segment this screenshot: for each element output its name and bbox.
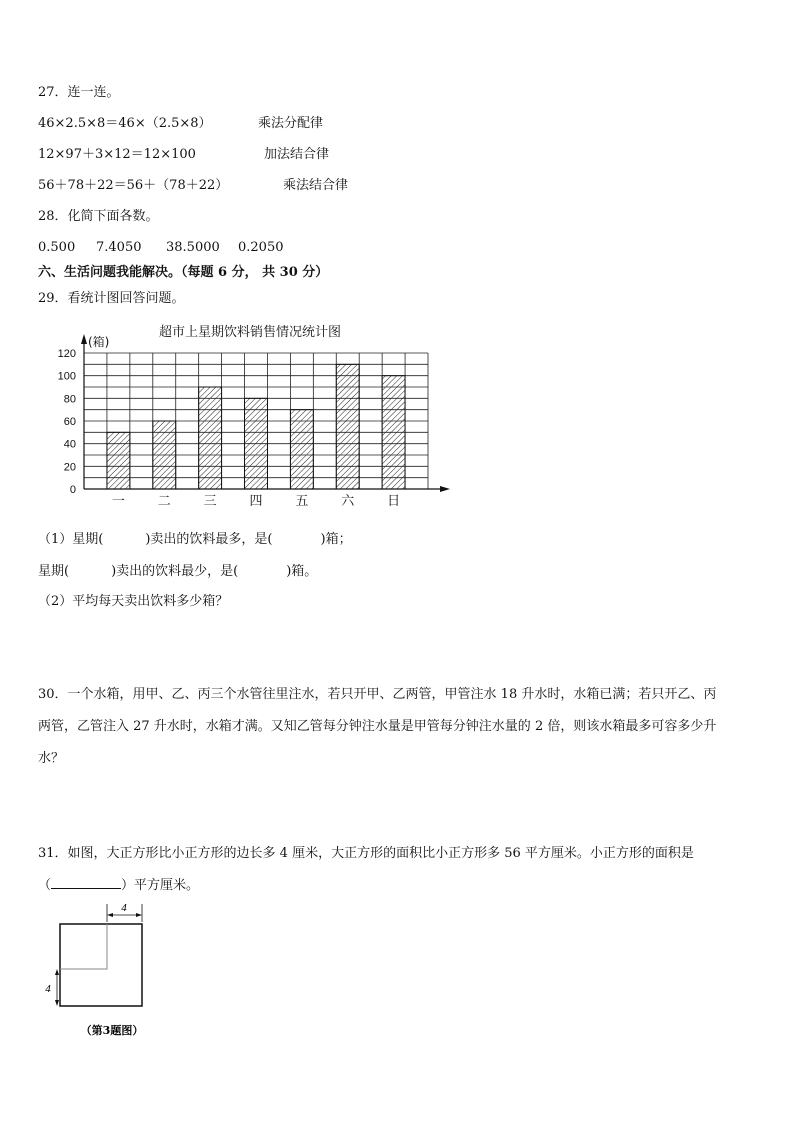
- y-tick-label: 60: [63, 416, 76, 428]
- y-tick-label: 100: [57, 370, 76, 383]
- q31-text-a: （: [38, 878, 52, 893]
- x-tick-label: 一: [111, 494, 125, 509]
- answer-blank-area[interactable]: [51, 876, 121, 889]
- y-tick-label: 0: [69, 484, 76, 496]
- q29-part2: （2）平均每天卖出饮料多少箱？: [38, 594, 229, 609]
- q31-line-2: [38, 876, 199, 895]
- y-tick-label: 20: [63, 461, 76, 474]
- q29-part1-line2: [38, 563, 317, 581]
- q29-p2-text-a: 星期(: [38, 564, 70, 579]
- q27-expr-1: 46×2.5×8＝46×（2.5×8）: [38, 116, 212, 131]
- arrow-right-icon: [136, 913, 142, 917]
- small-square-outline: [60, 924, 107, 969]
- dim-label-left: 4: [45, 983, 51, 995]
- y-axis-unit-label: (箱): [88, 335, 110, 349]
- arrow-up-icon: [55, 969, 59, 975]
- y-tick-label: 80: [63, 393, 76, 406]
- section-6-heading: 六、生活问题我能解决。（每题 6 分， 共 30 分）: [38, 265, 329, 280]
- q30-line-1: 30．一个水箱，用甲、乙、丙三个水管往里注水，若只开甲、乙两管，甲管注水 18 升水时，水箱已满；若只开乙、丙: [38, 687, 717, 702]
- q29-part1-line1: [38, 531, 352, 549]
- arrow-down-icon: [55, 1000, 59, 1006]
- q28-title: 28．化简下面各数。: [38, 209, 159, 224]
- bar: [290, 410, 313, 489]
- x-tick-label: 五: [295, 494, 309, 509]
- q29-p1-text-c: )箱；: [320, 532, 352, 547]
- bar: [199, 387, 222, 489]
- q31-text-b: ）平方厘米。: [121, 878, 200, 893]
- q28-number-2: 7.4050: [96, 240, 142, 255]
- q28-number-3: 38.5000: [166, 240, 220, 255]
- dim-label-top: 4: [121, 902, 127, 914]
- bar: [245, 398, 268, 489]
- q29-p1-text-b: )卖出的饮料最多，是(: [145, 532, 273, 547]
- q30-line-3: 水？: [38, 751, 65, 766]
- y-tick-label: 40: [63, 438, 76, 451]
- x-tick-label: 四: [249, 494, 263, 509]
- large-square: [60, 924, 142, 1006]
- chart-bars: [107, 364, 405, 489]
- y-tick-label: 120: [57, 348, 76, 360]
- q27-law-3: 乘法结合律: [283, 178, 349, 193]
- q27-law-1: 乘法分配律: [258, 116, 324, 131]
- bar-chart: [30, 318, 460, 510]
- x-tick-label: 三: [203, 494, 217, 509]
- q27-expr-2: 12×97＋3×12＝12×100: [38, 147, 196, 162]
- figure-caption: （第3题图）: [80, 1024, 144, 1037]
- arrow-left-icon: [107, 913, 113, 917]
- x-tick-label: 日: [387, 494, 401, 509]
- x-tick-label: 六: [341, 494, 355, 509]
- q27-expr-3: 56＋78＋22＝56＋（78＋22）: [38, 178, 229, 193]
- square-figure: [30, 898, 170, 1043]
- x-axis-arrow-icon: [440, 486, 450, 492]
- q27-law-2: 加法结合律: [264, 147, 330, 162]
- bar: [153, 421, 176, 489]
- q27-title: 27．连一连。: [38, 85, 120, 100]
- bar: [382, 376, 405, 489]
- x-tick-label: 二: [157, 494, 171, 509]
- q28-number-1: 0.500: [38, 240, 76, 255]
- q29-p2-text-c: )箱。: [286, 564, 318, 579]
- q31-line-1: 31．如图，大正方形比小正方形的边长多 4 厘米，大正方形的面积比小正方形多 56 平方厘米。小正方形的面积是: [38, 846, 694, 861]
- bar: [107, 432, 130, 489]
- q29-p2-text-b: )卖出的饮料最少，是(: [111, 564, 239, 579]
- chart-title: 超市上星期饮料销售情况统计图: [158, 325, 342, 340]
- q28-number-4: 0.2050: [238, 240, 284, 255]
- bar: [336, 364, 359, 489]
- q29-title: 29．看统计图回答问题。: [38, 291, 185, 306]
- q29-p1-text-a: （1）星期(: [38, 532, 104, 547]
- y-axis-arrow-icon: [81, 334, 87, 344]
- q30-line-2: 两管，乙管注入 27 升水时，水箱才满。又知乙管每分钟注水量是甲管每分钟注水量的 2 倍，则该水箱最多可容多少升: [38, 719, 717, 734]
